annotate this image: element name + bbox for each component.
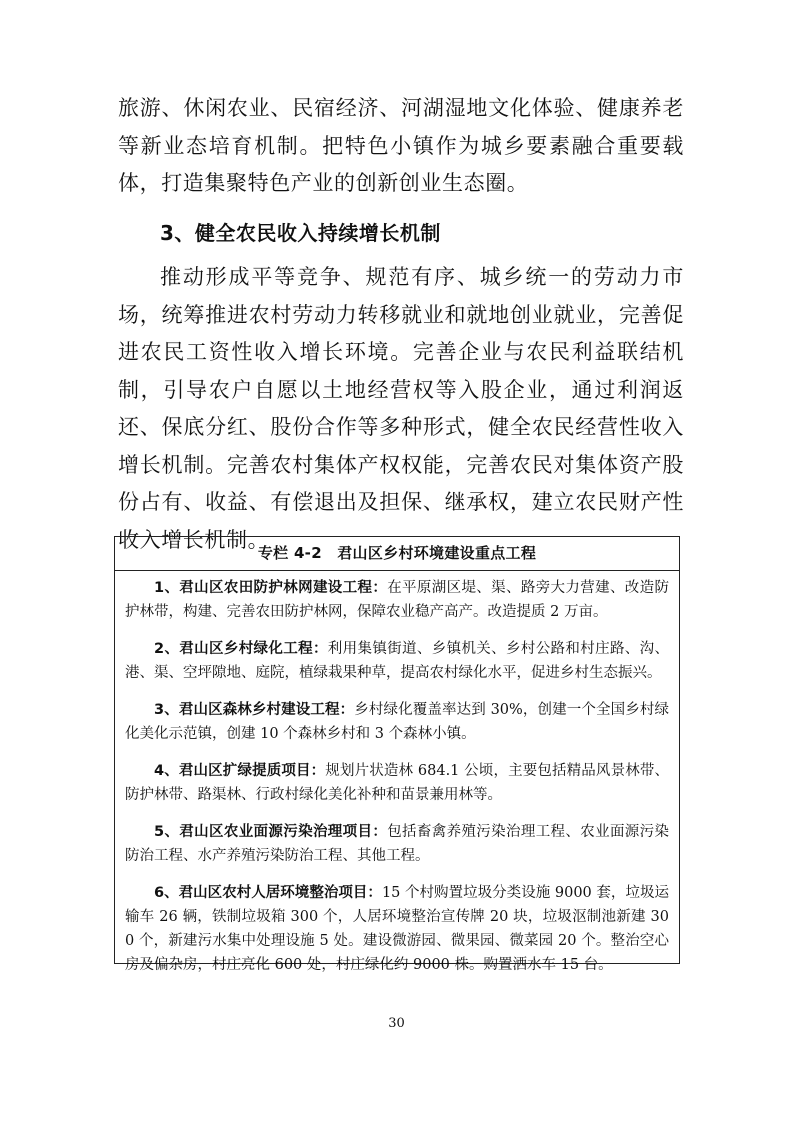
project-item-title: 3、君山区森林乡村建设工程： bbox=[154, 702, 355, 718]
project-item-title: 4、君山区扩绿提质项目： bbox=[154, 763, 326, 779]
section-paragraph: 推动形成平等竞争、规范有序、城乡统一的劳动力市场，统筹推进农村劳动力转移就业和就地创业就业，完善促进农民工资性收入增长环境。完善企业与农民利益联结机制，引导农户自愿以土地经营权等入股企业，通过利润返还、保底分红、股份合作等多种形式，健全农民经营性收入增长机制。完善农村集体产权权能，完善农民对集体资产股份占有、收益、有偿退出及担保、继承权，建立农民财产性收入增长机制。 bbox=[118, 265, 684, 552]
project-item-title: 6、君山区农村人居环境整治项目： bbox=[154, 885, 382, 901]
project-item bbox=[125, 881, 669, 977]
project-item-text: 规划片状造林 684.1 公顷，主要包括精品风景林带、防护林带、路渠林、行政村绿化美化补种和苗景兼用林等。 bbox=[125, 763, 669, 803]
feature-box bbox=[114, 536, 680, 973]
project-item-text: 在平原湖区堤、渠、路旁大力营建、改造防护林带，构建、完善农田防护林网，保障农业稳产高产。改造提质 2 万亩。 bbox=[125, 580, 670, 620]
project-item bbox=[125, 576, 669, 624]
page-number: 30 bbox=[388, 1016, 405, 1031]
project-item-title: 2、君山区乡村绿化工程： bbox=[154, 641, 328, 657]
project-item-text: 15 个村购置垃圾分类设施 9000 套，垃圾运输车 26 辆，铁制垃圾箱 300 个，人居环境整治宣传牌 20 块，垃圾沤制池新建 300 个，新建污水集中处理设施 5 处。建设微游园、微果园、微菜园 20 个。整治空心房及偏杂房，村庄亮化 600 处，村庄绿化约 9000 株。购置洒水车 15 台。 bbox=[125, 885, 669, 973]
feature-box-content bbox=[115, 571, 679, 977]
project-item bbox=[125, 698, 669, 746]
project-item-text: 利用集镇街道、乡镇机关、乡村公路和村庄路、沟、港、渠、空坪隙地、庭院，植绿栽果种草，提高农村绿化水平，促进乡村生态振兴。 bbox=[125, 641, 669, 681]
project-item-title: 1、君山区农田防护林网建设工程： bbox=[154, 580, 388, 596]
project-item bbox=[125, 637, 669, 685]
intro-paragraph: 旅游、休闲农业、民宿经济、河湖湿地文化体验、健康养老等新业态培育机制。把特色小镇作为城乡要素融合重要载体，打造集聚特色产业的创新创业生态圈。 bbox=[118, 96, 684, 195]
project-item-text: 包括畜禽养殖污染治理工程、农业面源污染防治工程、水产养殖污染防治工程、其他工程。 bbox=[125, 824, 670, 864]
project-item bbox=[125, 820, 669, 868]
feature-box-title: 专栏 4-2 君山区乡村环境建设重点工程 bbox=[115, 537, 679, 571]
project-item-text: 乡村绿化覆盖率达到 30%，创建一个全国乡村绿化美化示范镇，创建 10 个森林乡村和 3 个森林小镇。 bbox=[125, 702, 669, 742]
project-item bbox=[125, 759, 669, 807]
project-item-title: 5、君山区农业面源污染治理项目： bbox=[154, 824, 388, 840]
section-heading: 3、健全农民收入持续增长机制 bbox=[160, 221, 441, 245]
